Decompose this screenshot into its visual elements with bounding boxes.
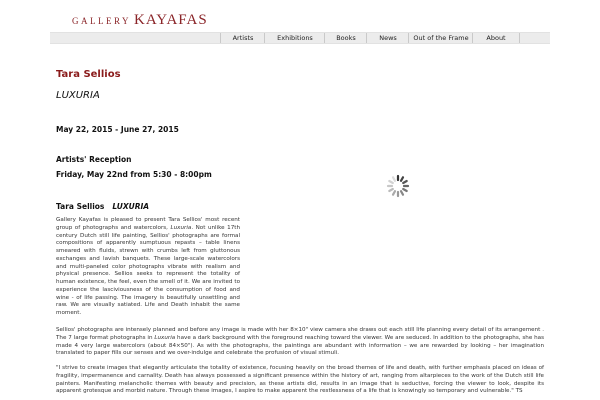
loading-spinner-icon bbox=[386, 174, 410, 198]
nav-exhibitions[interactable]: Exhibitions bbox=[264, 33, 325, 43]
process-paragraph bbox=[56, 327, 544, 358]
artist-name: Tara Sellios bbox=[56, 69, 121, 80]
p1-end: . Not unlike 17th century Dutch still life painting, Sellios' photographs are formal compositions of apparently sumptuous repasts – table linens smeared with fluids, strewn with crumbs left from gluttonous exchanges and lavish banquets. These large-scale watercolors and multi-paneled color photographs vibrate with realism and physical presence. Sellios seeks to represent the totality of human existence, the feel, even the smell of it. We are invited to experience the lasciviousness of the consumption of food and wine - of life passing. The imagery is beautifully unsettling and raw. We are visually satiated. Life and Death inhabit the same moment. bbox=[56, 224, 240, 316]
logo-name: KAYAFAS bbox=[134, 12, 208, 28]
main-nav bbox=[50, 32, 550, 44]
p2-end: have a dark background with the foreground reaching toward the viewer. We are seduced. In addition to the photographs, she has made 4 very large watercolors (about 84×50"). As with the photographs, the paintings are abundant with information – we are rewarded by looking – her imagination translated to paper fills our senses and we over-indulge and celebrate the profusion of visual stimuli. bbox=[56, 334, 544, 357]
nav-about[interactable]: About bbox=[472, 33, 520, 43]
artist-statement-paragraph: "I strive to create images that elegantly articulate the totality of existence, focusing heavily on the broad themes of life and death, with further emphasis placed on ideas of fragility, impermanence and carnality. Death has always possessed a significant presence within the history of art, ranging from altarpieces to the work of the Dutch still life painters. Manifesting melancholic themes with beauty and precision, as these artists did, results in an image that is seductive, forcing the viewer to look, despite its apparent grotesque and morbid nature. Through these images, I aspire to make apparent the restlessness of a life that is knowingly so temporary and vulnerable." TS bbox=[56, 365, 544, 395]
p1-start: Gallery Kayafas is pleased to present Tara Sellios' most recent group of photographs and watercolors, bbox=[56, 217, 240, 231]
nav-news[interactable]: News bbox=[366, 33, 409, 43]
gallery-logo[interactable] bbox=[72, 9, 208, 29]
subhead-title: LUXURIA bbox=[112, 202, 150, 211]
p2-start: Sellios' photographs are intensely planned and before any image is made with her 8×10" view camera she draws out each still life planning every detail of its arrangement . The 7 large format photographs in bbox=[56, 327, 544, 341]
nav-artists[interactable]: Artists bbox=[220, 33, 265, 43]
logo-prefix: GALLERY bbox=[72, 16, 131, 26]
p2-title: Luxuria bbox=[154, 334, 176, 341]
nav-books[interactable]: Books bbox=[324, 33, 367, 43]
reception-time: Friday, May 22nd from 5:30 - 8:00pm bbox=[56, 170, 212, 179]
subhead-artist: Tara Sellios bbox=[56, 202, 105, 211]
exhibition-dates: May 22, 2015 - June 27, 2015 bbox=[56, 125, 179, 134]
exhibition-title: LUXURIA bbox=[56, 90, 100, 101]
body-subheading bbox=[56, 202, 149, 211]
nav-out-of-the-frame[interactable]: Out of the Frame bbox=[408, 33, 473, 43]
p1-title: Luxuria bbox=[170, 224, 192, 231]
reception-heading: Artists' Reception bbox=[56, 155, 132, 164]
intro-paragraph bbox=[56, 217, 240, 318]
